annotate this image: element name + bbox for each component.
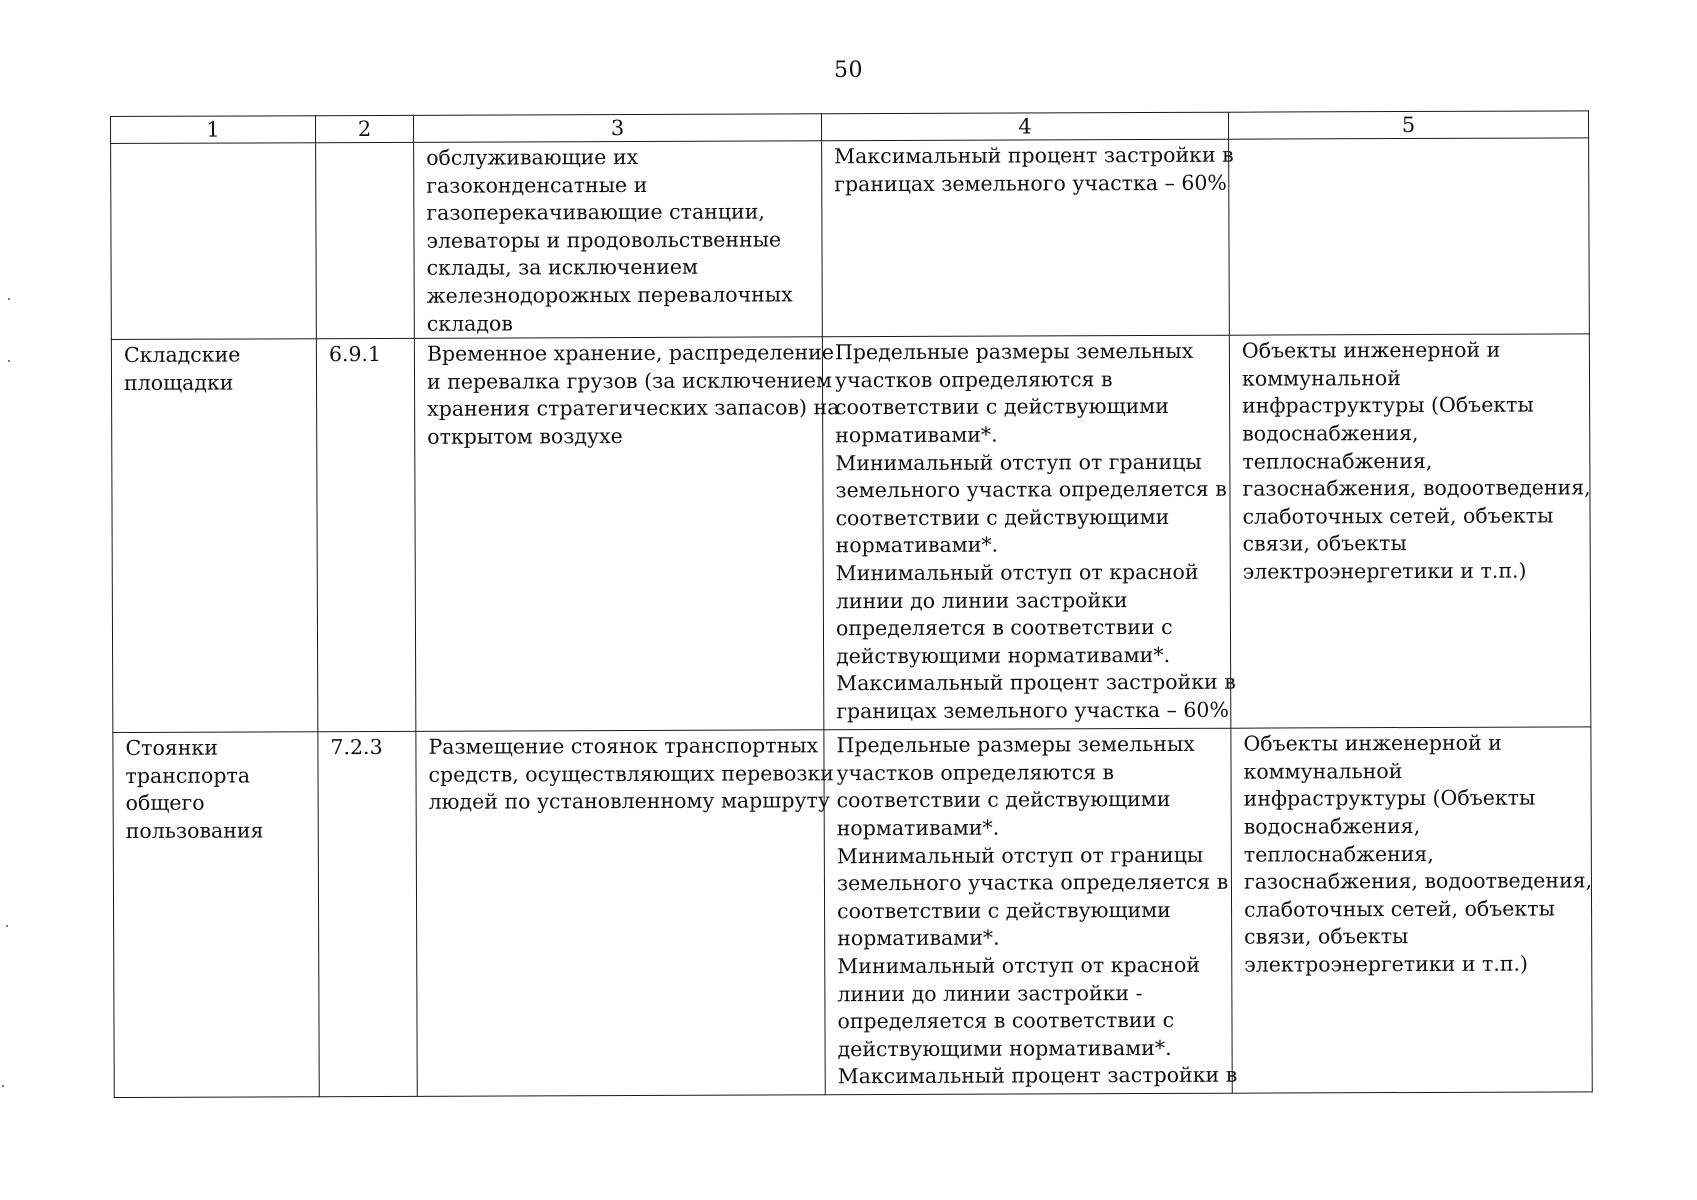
cell-text-line: площадки xyxy=(123,370,234,395)
use-name-cell xyxy=(111,143,317,340)
cell-text-line: действующими нормативами*. xyxy=(837,1035,1172,1061)
cell-text-line: коммунальной xyxy=(1243,758,1403,784)
cell-text-line: Предельные размеры земельных xyxy=(836,731,1195,758)
cell-text-line: людей по установленному маршруту xyxy=(428,788,830,815)
cell-text-line: Временное хранение, распределение xyxy=(426,340,834,366)
cell-text-line: газоперекачивающие станции, xyxy=(426,199,765,225)
cell-text-line: Складские xyxy=(123,342,241,368)
use-name-cell xyxy=(111,339,318,733)
cell-text-line: нормативами*. xyxy=(835,532,999,558)
cell-text-line: земельного участка определяется в xyxy=(835,476,1227,503)
scan-speck xyxy=(8,360,10,362)
cell-text-line: слаботочных сетей, объекты xyxy=(1244,896,1555,922)
cell-text-line: Максимальный процент застройки в xyxy=(836,669,1236,696)
use-description-cell xyxy=(414,141,823,339)
infrastructure-cell xyxy=(1231,727,1592,1093)
table-row xyxy=(111,138,1590,340)
cell-text-line: водоснабжения, xyxy=(1242,420,1419,446)
cell-text-line: соответствии с действующими xyxy=(837,897,1171,923)
cell-text-line: газоснабжения, водоотведения, xyxy=(1242,475,1591,501)
cell-text-line: общего xyxy=(125,790,205,816)
cell-text-line: определяется в соответствии с xyxy=(837,1008,1175,1034)
column-header-4: 4 xyxy=(821,112,1228,141)
cell-text-line: нормативами*. xyxy=(836,815,1000,841)
cell-text-line: железнодорожных перевалочных xyxy=(426,282,793,308)
cell-text-line: хранения стратегических запасов) на xyxy=(427,395,840,422)
use-description-cell xyxy=(416,730,834,1097)
cell-text-line: Размещение стоянок транспортных xyxy=(428,733,819,759)
cell-text-line: соответствии с действующими xyxy=(835,504,1170,530)
column-header-5: 5 xyxy=(1228,111,1588,139)
cell-text-line: Минимальный отступ от границы xyxy=(835,449,1202,475)
use-code-cell xyxy=(316,338,416,731)
table-row xyxy=(113,727,1592,1098)
cell-text-line: Минимальный отступ от красной xyxy=(837,952,1201,979)
column-header-1: 1 xyxy=(111,116,316,144)
use-description-cell xyxy=(414,337,840,732)
cell-text-line: Объекты инженерной и xyxy=(1241,337,1501,363)
table-row xyxy=(111,334,1590,733)
cell-text-line: транспорта xyxy=(125,763,251,788)
cell-text-line: границах земельного участка – 60% xyxy=(834,170,1227,196)
cell-text-line: Минимальный отступ от границы xyxy=(836,842,1204,868)
parameters-cell xyxy=(822,335,1236,730)
page-number: 50 xyxy=(834,58,863,83)
cell-text-line: линии до линии застройки - xyxy=(837,980,1143,1006)
infrastructure-cell xyxy=(1229,138,1590,336)
cell-text-line: границах земельного участка – 60% xyxy=(836,697,1229,724)
cell-text-line: слаботочных сетей, объекты xyxy=(1242,503,1554,529)
scan-speck xyxy=(2,1085,4,1087)
column-header-3: 3 xyxy=(413,114,821,143)
cell-text-line: газоснабжения, водоотведения, xyxy=(1243,868,1593,894)
cell-text-line: склады, за исключением xyxy=(426,255,698,281)
cell-text-line: электроэнергетики и т.п.) xyxy=(1244,951,1529,977)
cell-text-line: Предельные размеры земельных xyxy=(834,338,1194,365)
cell-text-line: электроэнергетики и т.п.) xyxy=(1242,558,1527,584)
cell-text-line: нормативами*. xyxy=(837,925,1000,951)
cell-text-line: и перевалка грузов (за исключением xyxy=(426,367,832,394)
use-code-cell xyxy=(316,142,415,339)
cell-text-line: действующими нормативами*. xyxy=(836,642,1171,668)
cell-text-line: обслуживающие их xyxy=(426,144,639,170)
cell-text-line: коммунальной xyxy=(1241,365,1401,391)
cell-text-line: Минимальный отступ от красной xyxy=(835,559,1199,586)
cell-text-line: газоконденсатные и xyxy=(426,172,648,198)
cell-text-line: определяется в соответствии с xyxy=(835,615,1173,641)
cell-text-line: связи, объекты xyxy=(1244,924,1409,949)
parameters-cell xyxy=(824,728,1238,1095)
cell-text-line: 7.2.3 xyxy=(330,735,383,760)
cell-text-line: нормативами*. xyxy=(835,422,998,448)
column-header-2: 2 xyxy=(316,115,414,142)
cell-text-line: теплоснабжения, xyxy=(1242,448,1433,474)
cell-text-line: линии до линии застройки xyxy=(835,587,1128,613)
cell-text-line: инфраструктуры (Объекты xyxy=(1242,392,1534,418)
parameters-cell xyxy=(822,139,1234,337)
cell-text-line: Максимальный процент застройки в xyxy=(834,142,1234,169)
cell-text-line: участков определяются в xyxy=(836,759,1115,785)
cell-text-line: 6.9.1 xyxy=(328,342,382,367)
cell-text-line: инфраструктуры (Объекты xyxy=(1243,785,1536,811)
use-code-cell xyxy=(318,731,417,1096)
cell-text-line: земельного участка определяется в xyxy=(836,869,1229,896)
cell-text-line: средств, осуществляющих перевозки xyxy=(428,760,834,787)
cell-text-line: складов xyxy=(426,311,513,336)
cell-text-line: Стоянки xyxy=(125,735,218,761)
cell-text-line: связи, объекты xyxy=(1242,531,1407,556)
cell-text-line: теплоснабжения, xyxy=(1243,841,1434,867)
scan-speck xyxy=(6,925,8,927)
infrastructure-cell xyxy=(1229,334,1591,728)
cell-text-line: пользования xyxy=(125,818,264,843)
cell-text-line: участков определяются в xyxy=(834,366,1113,392)
scan-speck xyxy=(8,298,10,300)
cell-text-line: Объекты инженерной и xyxy=(1243,730,1502,756)
cell-text-line: соответствии с действующими xyxy=(836,787,1171,813)
cell-text-line: водоснабжения, xyxy=(1243,813,1421,839)
cell-text-line: соответствии с действующими xyxy=(835,394,1169,420)
use-name-cell xyxy=(113,732,319,1098)
cell-text-line: элеваторы и продовольственные xyxy=(426,227,782,253)
cell-text-line: Максимальный процент застройки в xyxy=(837,1062,1238,1089)
cell-text-line: открытом воздухе xyxy=(427,423,623,449)
land-use-table xyxy=(110,110,1593,1098)
